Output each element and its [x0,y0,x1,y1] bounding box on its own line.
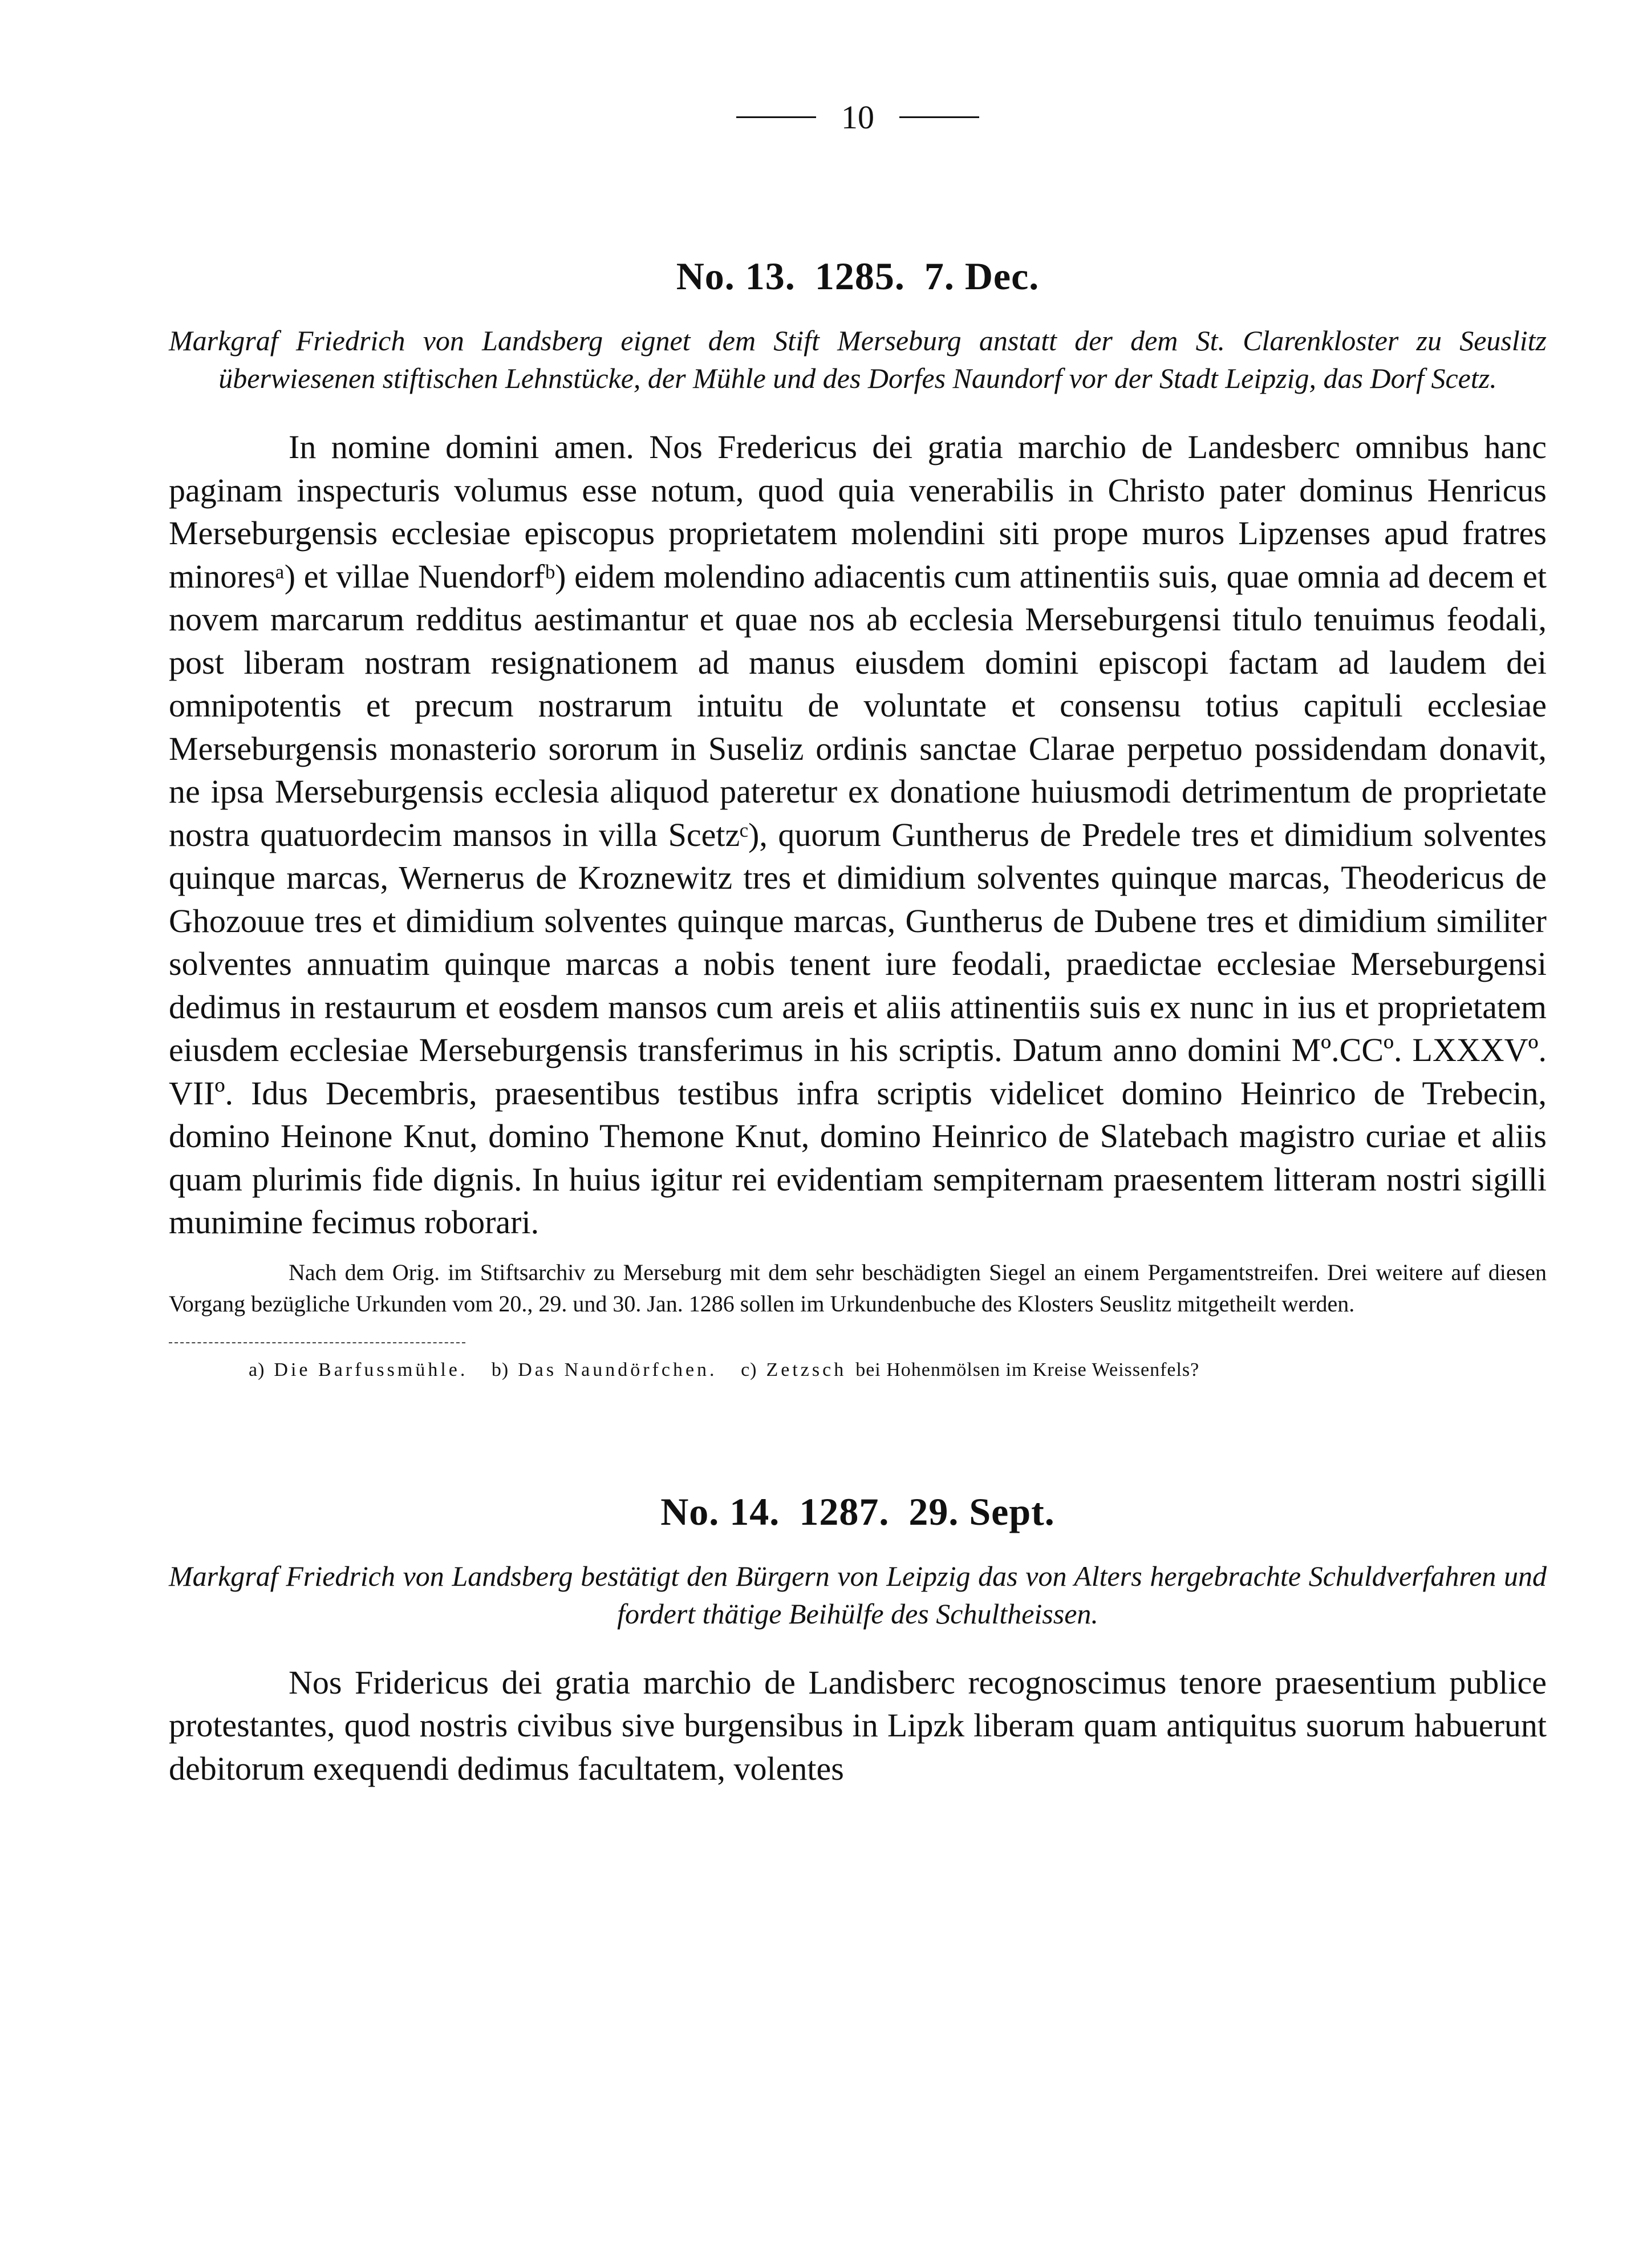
document-13-text: In nomine domini amen. Nos Fredericus dei gratia marchio de Landesberc omnibus hanc paginam inspecturis volumus esse notum, quod quia venerabilis in Christo pater dominus Henricus Merseburgensis ecclesiae episcopus proprietatem molendini siti prope muros Lipzenses apud fratres minoresᵃ) et villae Nuendorfᵇ) eidem molendino adiacentis cum attinentiis suis, quae omnia ad decem et novem marcarum redditus aestimantur et quae nos ab ecclesia Merseburgensi titulo tenuimus feodali, post liberam nostram resignationem ad manus eiusdem domini episcopi factam ad laudem dei omnipotentis et precum nostrarum intuitu de voluntate et consensu totius capituli ecclesiae Merseburgensis monasterio sororum in Suseliz ordinis sanctae Clarae perpetuo possidendam donavit, ne ipsa Merseburgensis ecclesia aliquod pateretur ex donatione huiusmodi detrimentum de proprietate nostra quatuordecim mansos in villa Scetzᶜ), quorum Guntherus de Predele tres et dimidium solventes quinque marcas, Wernerus de Kroznewitz tres et dimidium solventes quinque marcas, Theodericus de Ghozouue tres et dimidium solventes quinque marcas, Guntherus de Dubene tres et dimidium similiter solventes annuatim quinque marcas a nobis tenent iure feodali, praedictae ecclesiae Merseburgensi dedimus in restaurum et eosdem mansos cum areis et aliis attinentiis suis ex nunc in ius et proprietatem eiusdem ecclesiae Merseburgensis transferimus in his scriptis. Datum anno domini Mº.CCº. LXXXVº. VIIº. Idus Decembris, praesentibus testibus infra scriptis videlicet domino Heinrico de Trebecin, domino Heinone Knut, domino Themone Knut, domino Heinrico de Slatebach magistro curiae et aliis quam plurimis fide dignis. In huius igitur rei evidentiam sempiternam praesentem litteram nostri sigilli munimine fecimus roborari. [169,428,1547,1241]
document-13-date: 7. Dec. [924,254,1040,298]
footnote-b-mark: b) [491,1359,509,1380]
page-number-value: 10 [841,98,874,136]
footnote-b-name: Das Naundörfchen. [518,1359,717,1380]
document-14-heading [169,1489,1547,1534]
document-14-text: Nos Fridericus dei gratia marchio de Landisberc recognoscimus tenore praesentium publice protestantes, quod nostris civibus sive burgensibus in Lipzk liberam quam antiquitus suorum habuerunt debitorum exequendi dedimus facultatem, volentes [169,1663,1547,1787]
footnote-c [741,1359,1208,1380]
page-number [169,91,1547,143]
document-13-year: 1285. [814,254,905,298]
footnote-separator [169,1342,465,1343]
document-13-footnotes [169,1359,1547,1381]
footnote-c-rest: bei Hohenmölsen im Kreise Weissenfels? [855,1359,1200,1380]
footnote-b [492,1359,732,1380]
document-13-heading [169,254,1547,299]
document-13-number: No. 13. [676,254,796,298]
document-14-regest: Markgraf Friedrich von Landsberg bestätigt den Bürgern von Leipzig das von Alters hergebrachte Schuldverfahren und fordert thätige Beihülfe des Schultheissen. [169,1560,1547,1630]
document-13-regest: Markgraf Friedrich von Landsberg eignet dem Stift Merseburg anstatt der dem St. Clarenkloster zu Seuslitz überwiesenen stiftischen Lehnstücke, der Mühle und des Dorfes Naundorf vor der Stadt Leipzig, das Dorf Scetz. [169,325,1547,394]
footnote-c-name: Zetzsch [766,1359,847,1380]
document-page [169,91,1547,1790]
document-14-number: No. 14. [660,1489,780,1533]
footnote-c-mark: c) [741,1359,757,1380]
page-number-rule-left [736,116,816,118]
document-14-date: 29. Sept. [908,1489,1055,1533]
footnote-a-name: Die Barfussmühle. [274,1359,468,1380]
footnote-a-mark: a) [249,1359,265,1380]
document-14-year: 1287. [799,1489,890,1533]
footnote-a [249,1359,482,1380]
document-13-source-note: Nach dem Orig. im Stiftsarchiv zu Merseburg mit dem sehr beschädigten Siegel an einem Pergamentstreifen. Drei weitere auf diesen Vorgang bezügliche Urkunden vom 20., 29. und 30. Jan. 1286 sollen im Urkundenbuche des Klosters Seuslitz mitgetheilt werden. [169,1259,1547,1317]
page-number-rule-right [899,116,979,118]
